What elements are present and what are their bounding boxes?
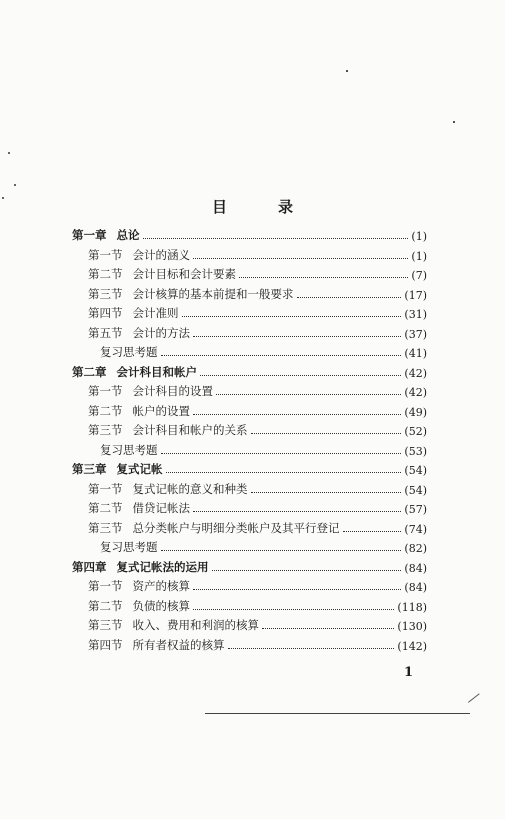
toc-entry-number: 第一章 — [72, 228, 107, 242]
toc-entry-label: 所有者权益的核算 — [132, 637, 225, 652]
leader-dots — [239, 277, 408, 278]
toc-entry-label: 会计准则 — [132, 306, 179, 320]
toc-entry-number: 第四节 — [88, 306, 123, 320]
toc-entry-number: 第三章 — [72, 462, 107, 476]
toc-entry-number: 第二章 — [72, 364, 107, 379]
toc-entry-label: 资产的核算 — [132, 579, 190, 593]
leader-dots — [193, 414, 401, 415]
toc-entry-label: 负债的核算 — [132, 598, 190, 613]
leader-dots — [251, 492, 402, 493]
footer-rule — [205, 713, 470, 714]
toc-entry-page: (54) — [404, 483, 427, 497]
leader-dots — [143, 238, 409, 239]
toc-entry-number: 第二节 — [88, 598, 123, 613]
leader-dots — [343, 531, 402, 532]
toc-entry-number: 第二节 — [88, 501, 123, 515]
toc-entry-number: 第一节 — [88, 247, 123, 262]
leader-dots — [212, 570, 402, 571]
toc-row-review — [100, 440, 427, 458]
toc-row-section — [88, 479, 427, 497]
toc-row-section — [88, 635, 427, 653]
toc-entry-page: (42) — [404, 386, 427, 399]
toc-entry-label: 总分类帐户与明细分类帐户及其平行登记 — [132, 520, 340, 535]
toc-entry-number: 第三节 — [88, 520, 123, 535]
toc-row-section — [88, 498, 427, 516]
toc-entry-page: (49) — [404, 405, 427, 419]
toc-entry-page: (130) — [397, 620, 427, 633]
toc-entry-label: 会计科目和帐户 — [116, 364, 197, 379]
toc-entry-label: 复式记帐的意义和种类 — [132, 481, 248, 496]
toc-entry-page: (118) — [397, 600, 427, 614]
leader-dots — [161, 355, 402, 356]
toc-entry-label: 会计的方法 — [132, 325, 190, 340]
toc-entry-page: (54) — [404, 464, 427, 477]
toc-entry-label: 会计科目的设置 — [132, 384, 213, 398]
toc-entry-number: 第二节 — [88, 403, 123, 418]
scan-speck — [2, 197, 4, 199]
toc-entry-label: 总论 — [116, 228, 140, 242]
toc-row-section — [88, 323, 427, 341]
toc-entry-number: 第三节 — [88, 618, 123, 632]
toc-entry-number: 第四章 — [72, 559, 107, 574]
toc-row-section — [88, 596, 427, 614]
leader-dots — [297, 297, 402, 298]
toc-entry-number: 第二节 — [88, 267, 123, 281]
toc-entry-number: 第三节 — [88, 286, 123, 301]
toc-entry-page: (142) — [397, 639, 427, 653]
toc-entry-page: (57) — [404, 503, 427, 516]
scan-speck — [453, 121, 455, 123]
toc-entry-number: 第一节 — [88, 579, 123, 593]
toc-row-section — [88, 303, 427, 321]
leader-dots — [228, 648, 395, 649]
toc-entry-page: (82) — [404, 542, 427, 555]
toc-entry-page: (1) — [411, 249, 427, 263]
toc-entry-label: 会计的涵义 — [132, 247, 190, 262]
leader-dots — [161, 550, 402, 551]
toc-entry-page: (7) — [411, 269, 427, 282]
leader-dots — [193, 336, 401, 337]
toc-row-section — [88, 284, 427, 302]
toc-entry-page: (53) — [404, 444, 427, 458]
toc-row-section — [88, 381, 427, 399]
scan-speck — [14, 184, 16, 186]
leader-dots — [193, 258, 408, 259]
toc-entry-page: (84) — [404, 581, 427, 594]
toc-row-section — [88, 401, 427, 419]
footer-rule-tail — [468, 693, 480, 702]
toc-row-section — [88, 615, 427, 633]
toc-entry-page: (84) — [404, 561, 427, 575]
toc-entry-label: 复式记帐 — [116, 462, 163, 476]
toc-entry-label: 复式记帐法的运用 — [116, 559, 209, 574]
scan-speck — [8, 152, 10, 154]
toc-row-section — [88, 518, 427, 536]
toc-entry-number: 第四节 — [88, 637, 123, 652]
toc-row-chapter — [72, 225, 427, 243]
page-title: 目 录 — [211, 198, 311, 216]
toc-row-review — [100, 537, 427, 555]
leader-dots — [166, 472, 402, 473]
toc-entry-page: (17) — [404, 288, 427, 302]
scan-speck — [346, 70, 348, 72]
toc-entry-page: (41) — [404, 347, 427, 360]
toc-entry-label: 会计核算的基本前提和一般要求 — [132, 286, 294, 301]
toc-entry-number: 第五节 — [88, 325, 123, 340]
toc-row-chapter — [72, 557, 427, 575]
toc-entry-page: (37) — [404, 327, 427, 341]
leader-dots — [200, 375, 401, 376]
toc-entry-label: 收入、费用和利润的核算 — [132, 618, 259, 632]
toc-row-chapter — [72, 362, 427, 380]
toc-row-section — [88, 264, 427, 282]
toc-row-section — [88, 420, 427, 438]
leader-dots — [262, 628, 394, 629]
toc-row-review — [100, 342, 427, 360]
toc-entry-label: 复习思考题 — [100, 540, 158, 554]
leader-dots — [216, 394, 401, 395]
leader-dots — [193, 609, 394, 610]
leader-dots — [182, 316, 402, 317]
toc-entry-page: (74) — [404, 522, 427, 536]
toc-row-section — [88, 576, 427, 594]
toc-entry-page: (42) — [404, 366, 427, 380]
leader-dots — [193, 589, 401, 590]
toc-entry-number: 第一节 — [88, 481, 123, 496]
toc-entry-label: 帐户的设置 — [132, 403, 190, 418]
toc-entry-label: 会计目标和会计要素 — [132, 267, 236, 281]
toc-row-chapter — [72, 459, 427, 477]
toc-entry-label: 借贷记帐法 — [132, 501, 190, 515]
toc-row-section — [88, 245, 427, 263]
toc-entry-number: 第一节 — [88, 384, 123, 398]
toc-entry-page: (52) — [404, 425, 427, 438]
leader-dots — [161, 453, 402, 454]
toc-entry-label: 会计科目和帐户的关系 — [132, 423, 248, 437]
toc-entry-number: 第三节 — [88, 423, 123, 437]
leader-dots — [251, 433, 402, 434]
leader-dots — [193, 511, 401, 512]
toc-entry-label: 复习思考题 — [100, 345, 158, 359]
toc-entry-page: (31) — [404, 308, 427, 321]
page-number: 1 — [404, 665, 414, 680]
toc-entry-page: (1) — [411, 230, 427, 243]
toc-entry-label: 复习思考题 — [100, 442, 158, 457]
